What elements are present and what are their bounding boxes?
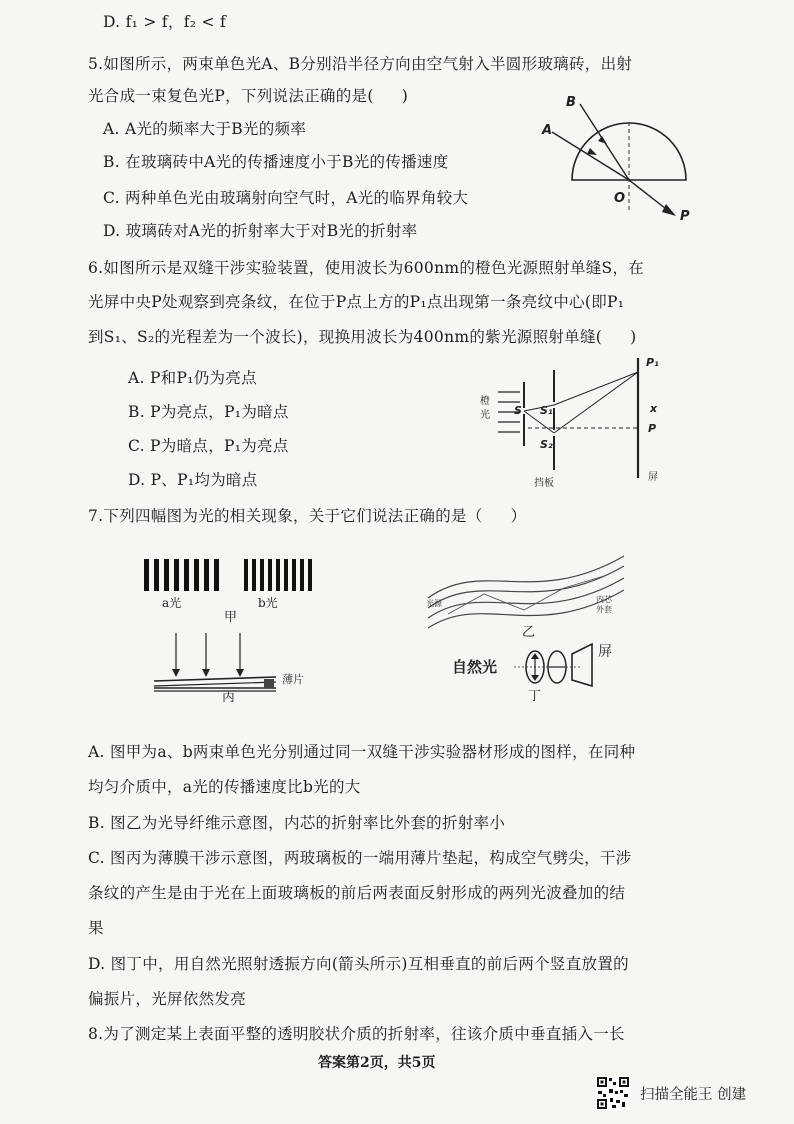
q6-label-p: P (648, 422, 657, 435)
q7-jia-caption: 甲 (224, 610, 238, 625)
q6-screen-label: 屏 (648, 472, 658, 483)
q7-bing-sheet-label: 薄片 (282, 673, 304, 686)
q4-option-d: D. f₁ > f，f₂ < f (103, 13, 227, 31)
q7-option-c-line2: 条纹的产生是由于光在上面玻璃板的前后两表面反射形成的两列光波叠加的结 (88, 884, 626, 902)
q7-option-c-line1: C. 图丙为薄膜干涉示意图，两玻璃板的一端用薄片垫起，构成空气劈尖，干涉 (88, 849, 632, 867)
q6-double-slit-figure (478, 352, 678, 488)
q7-ding-natural-light: 自然光 (452, 658, 498, 676)
q6-barrier-label: 挡板 (534, 478, 554, 489)
q5-option-d: D. 玻璃砖对A光的折射率大于对B光的折射率 (103, 222, 418, 240)
q7-ding-screen: 屏 (598, 644, 612, 660)
q7-option-b: B. 图乙为光导纤维示意图，内芯的折射率比外套的折射率小 (88, 814, 506, 832)
q6-option-c: C. P为暗点，P₁为亮点 (128, 437, 289, 455)
q7-fig-yi (424, 548, 634, 638)
q5-stem-line2: 光合成一束复色光P，下列说法正确的是( ) (88, 87, 409, 105)
scanner-brand (596, 1076, 776, 1110)
q5-label-p: P (680, 209, 690, 224)
q6-light-label-2: 光 (480, 410, 490, 421)
q6-option-a: A. P和P₁仍为亮点 (128, 369, 257, 387)
q6-light-label-1: 橙 (480, 396, 490, 407)
q5-label-a: A (542, 123, 553, 138)
q7-yi-core-label: 内芯 (596, 595, 612, 604)
q5-option-b: B. 在玻璃砖中A光的传播速度小于B光的传播速度 (103, 153, 449, 171)
q7-fig-jia (140, 555, 330, 625)
q7-option-c-line3: 果 (88, 919, 104, 937)
q6-label-p1: P₁ (646, 356, 659, 369)
q6-option-b: B. P为亮点，P₁为暗点 (128, 403, 289, 421)
q7-ding-caption: 丁 (528, 689, 542, 704)
q5-glass-brick-figure (530, 92, 700, 222)
q5-option-a: A. A光的频率大于B光的频率 (103, 120, 307, 138)
q7-bing-caption: 丙 (222, 690, 236, 705)
q5-stem-line1: 5.如图所示，两束单色光A、B分别沿半径方向由空气射入半圆形玻璃砖，出射 (88, 55, 633, 73)
q6-label-x: x (650, 402, 658, 415)
qr-code-icon (596, 1076, 630, 1110)
q7-option-d-line2: 偏振片，光屏依然发亮 (88, 990, 247, 1008)
q7-yi-caption: 乙 (522, 625, 536, 640)
q7-jia-a-label: a光 (162, 596, 182, 610)
q6-stem-line2: 光屏中央P处观察到亮条纹，在位于P点上方的P₁点出现第一条亮纹中心(即P₁ (88, 293, 625, 311)
q7-fig-ding (452, 636, 642, 706)
q8-stem-line1: 8.为了测定某上表面平整的透明胶状介质的折射率，往该介质中垂直插入一长 (88, 1025, 625, 1043)
q6-stem-line3: 到S₁、S₂的光程差为一个波长)，现换用波长为400nm的紫光源照射单缝( ) (88, 328, 637, 346)
q7-yi-left-label: 光源 (426, 599, 442, 608)
q6-label-s2: S₂ (540, 438, 553, 451)
q7-option-a-line1: A. 图甲为a、b两束单色光分别通过同一双缝干涉实验器材形成的图样，在同种 (88, 743, 636, 761)
q7-jia-b-label: b光 (258, 596, 278, 610)
q7-stem: 7.下列四幅图为光的相关现象，关于它们说法正确的是（ ） (88, 507, 527, 525)
q7-option-d-line1: D. 图丁中，用自然光照射透振方向(箭头所示)互相垂直的前后两个竖直放置的 (88, 955, 629, 973)
scanner-brand-text: 扫描全能王 创建 (640, 1087, 747, 1103)
page-footer: 答案第2页，共5页 (318, 1055, 436, 1071)
q7-yi-cladding-label: 外套 (596, 605, 612, 614)
q7-option-a-line2: 均匀介质中，a光的传播速度比b光的大 (88, 778, 361, 796)
q5-option-c: C. 两种单色光由玻璃射向空气时，A光的临界角较大 (103, 189, 469, 207)
q6-stem-line1: 6.如图所示是双缝干涉实验装置，使用波长为600nm的橙色光源照射单缝S，在 (88, 259, 645, 277)
q6-label-s: S (514, 404, 522, 417)
q6-option-d: D. P、P₁均为暗点 (128, 471, 258, 489)
q7-fig-bing (140, 625, 320, 705)
q6-label-s1: S₁ (540, 404, 553, 417)
q5-label-b: B (566, 95, 576, 110)
q5-label-o: O (614, 191, 626, 206)
